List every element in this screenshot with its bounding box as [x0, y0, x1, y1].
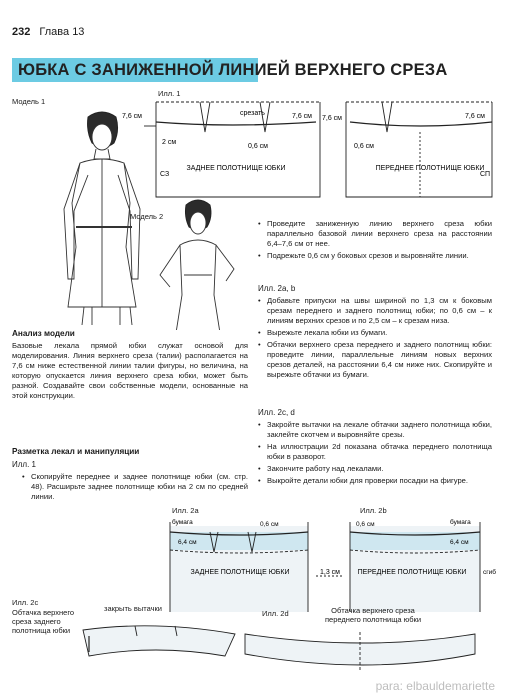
watermark-text: para: elbauldemariette: [375, 679, 495, 693]
ill2cd-list: [258, 420, 492, 488]
ill2ab-patterns: [150, 514, 500, 614]
ill2a-label: Илл. 2a: [172, 506, 199, 515]
analysis-text: Базовые лекала прямой юбки служат основой для моделирования. Линия верхнего среза (талии) располагается на 7,6 см ниже естественной линии талии фигуры, но величина, на которую опускается линия верхнего среза юбки, может быть разной. Создавайте свои собственные модели, основанные на этой конструкции.: [12, 341, 248, 400]
list-item: • Скопируйте переднее и заднее полотнище юбки (см. стр. 48). Расширьте заднее полотнище юбки на 2 см по средней линии.: [22, 472, 248, 502]
ill2c-close: закрыть вытачки: [104, 604, 162, 613]
list-item: • Выкройте детали юбки для проверки посадки на фигуре.: [258, 476, 492, 486]
list-item: • Добавьте припуски на швы шириной по 1,3 см к боковым срезам переднего и заднего полотнищ юбки; по 0,6 см – к линиям верхних срезов и по 2,5 см – к срезам низа.: [258, 296, 492, 326]
ill1-far-right-measure: 7,6 см: [465, 113, 485, 120]
ill2ab-list: [258, 296, 492, 382]
list-item: • Обтачки верхнего среза переднего и заднего полотнищ юбки: проведите линии, параллельные линиям новых верхних срезов деталей, на расстоянии 6,4 см ниже них. Скопируйте и вырежьте обтачки из бумаги.: [258, 340, 492, 380]
list-item: • На иллюстрации 2d показана обтачка переднего полотнища юбки в разворот.: [258, 442, 492, 462]
ill1-cb: СЗ: [160, 171, 170, 178]
ill2a-m06: 0,6 см: [260, 521, 279, 528]
ill1-front-panel: ПЕРЕДНЕЕ ПОЛОТНИЩЕ ЮБКИ: [375, 165, 485, 172]
ill2c-label: Илл. 2c: [12, 598, 39, 607]
marking-ill-label: Илл. 1: [12, 460, 36, 469]
ill2b-panel: ПЕРЕДНЕЕ ПОЛОТНИЩЕ ЮБКИ: [357, 569, 467, 576]
between-measure: 1,3 см: [320, 569, 340, 576]
ill1-cut: срезать: [240, 110, 265, 117]
ill1-patterns: [120, 92, 500, 212]
ill1-label: Илл. 1: [158, 89, 181, 98]
ill1-two-cm: 2 см: [162, 139, 177, 146]
marking-heading: Разметка лекал и манипуляции: [12, 447, 140, 456]
ill1-cf: СП: [480, 171, 491, 178]
ill2d-text: Обтачка верхнего среза переднего полотнища юбки: [324, 606, 422, 624]
ill1-mid-measure: 7,6 см: [292, 113, 312, 120]
ill2ab-heading: Илл. 2a, b: [258, 284, 296, 293]
list-item: • Проведите заниженную линию верхнего среза юбки параллельно базовой линии верхнего среза на расстоянии 6,4–7,6 см от нее.: [258, 219, 492, 249]
list-item: • Закончите работу над лекалами.: [258, 464, 492, 474]
ill2a-m64: 6,4 см: [178, 539, 197, 546]
title-bar: [12, 58, 493, 82]
ill1-back-panel: ЗАДНЕЕ ПОЛОТНИЩЕ ЮБКИ: [186, 165, 286, 172]
ill2b-fold: сгиб: [483, 569, 496, 576]
page-header: [12, 26, 84, 38]
list-item: • Вырежьте лекала юбки из бумаги.: [258, 328, 492, 338]
ill2c-text: Обтачка верхнего среза заднего полотнища юбки: [12, 608, 75, 635]
ill2cd-heading: Илл. 2c, d: [258, 408, 295, 417]
chapter-label: Глава 13: [39, 26, 85, 38]
ill2d-label: Илл. 2d: [262, 609, 289, 618]
ill2b-paper: бумага: [450, 519, 471, 526]
list-item: • Подрежьте 0,6 см у боковых срезов и выровняйте линии.: [258, 251, 492, 261]
page-number: 232: [12, 26, 31, 38]
model-2-label: Модель 2: [130, 212, 164, 221]
ill2b-m06: 0,6 см: [356, 521, 375, 528]
ill1-front-hip: 0,6 см: [354, 143, 374, 150]
ill2b-m64: 6,4 см: [450, 539, 469, 546]
list-item: • Закройте вытачки на лекале обтачки заднего полотнища юбки, заклейте скотчем и выровняйте срезы.: [258, 420, 492, 440]
ill1-right-measure: 7,6 см: [322, 115, 342, 122]
ill1-left-measure: 7,6 см: [122, 113, 142, 120]
ill2a-panel: ЗАДНЕЕ ПОЛОТНИЩЕ ЮБКИ: [190, 569, 290, 576]
ill2a-paper: бумага: [172, 519, 193, 526]
page-title: ЮБКА С ЗАНИЖЕННОЙ ЛИНИЕЙ ВЕРХНЕГО СРЕЗА: [18, 61, 448, 79]
ill1-back-hip: 0,6 см: [248, 143, 268, 150]
model-1-label: Модель 1: [12, 97, 46, 106]
ill2cd-patterns: [75, 612, 500, 682]
marking-list: [22, 472, 248, 504]
right-top-list: [258, 219, 492, 263]
ill2b-label: Илл. 2b: [360, 506, 387, 515]
analysis-heading: Анализ модели: [12, 329, 75, 338]
